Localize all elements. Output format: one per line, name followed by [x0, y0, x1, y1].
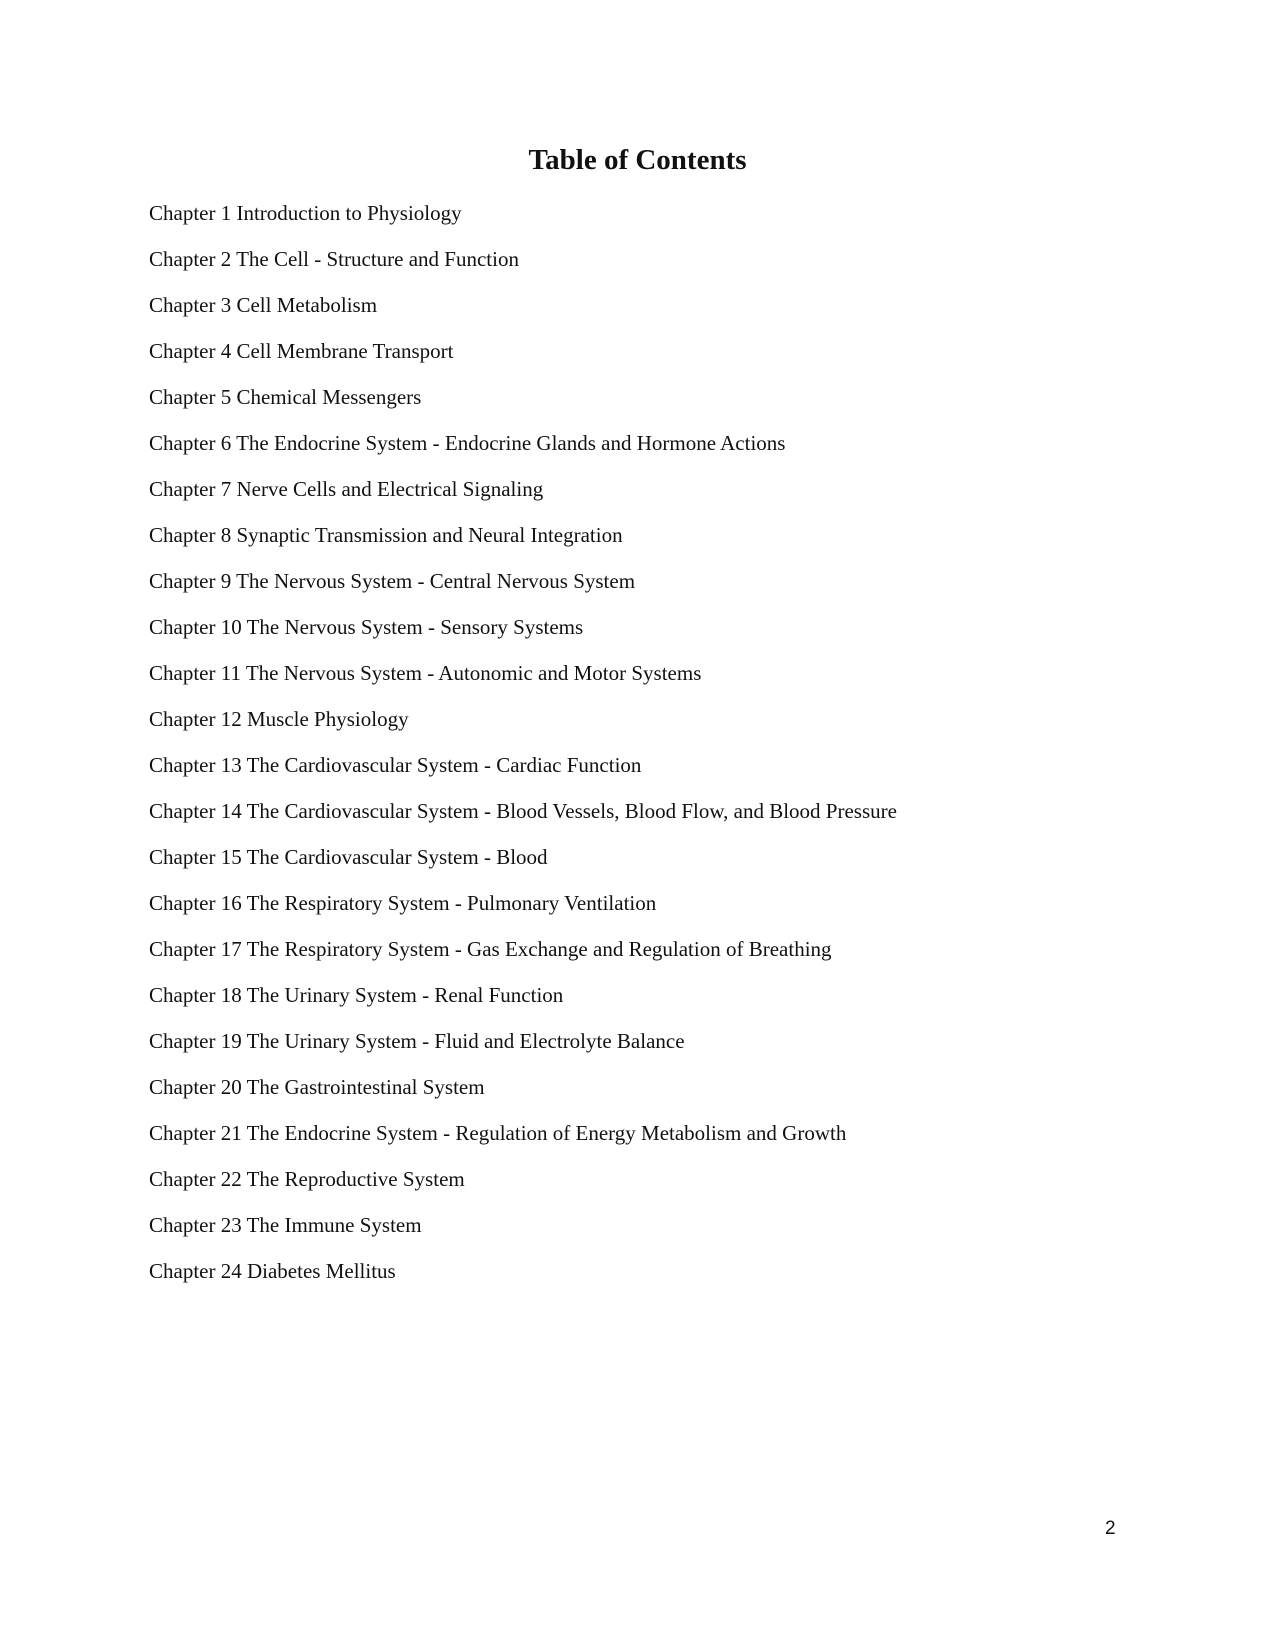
toc-item: Chapter 23 The Immune System [149, 1213, 422, 1237]
toc-item: Chapter 11 The Nervous System - Autonomic and Motor Systems [149, 661, 702, 685]
toc-item: Chapter 21 The Endocrine System - Regulation of Energy Metabolism and Growth [149, 1121, 847, 1145]
toc-item: Chapter 15 The Cardiovascular System - Blood [149, 845, 548, 869]
page-title: Table of Contents [528, 144, 747, 176]
toc-item: Chapter 10 The Nervous System - Sensory Systems [149, 615, 584, 639]
toc-item: Chapter 20 The Gastrointestinal System [149, 1075, 485, 1099]
toc-item: Chapter 4 Cell Membrane Transport [149, 339, 454, 363]
toc-item: Chapter 17 The Respiratory System - Gas Exchange and Regulation of Breathing [149, 937, 832, 961]
toc-item: Chapter 14 The Cardiovascular System - Blood Vessels, Blood Flow, and Blood Pressure [149, 799, 897, 823]
toc-item: Chapter 6 The Endocrine System - Endocrine Glands and Hormone Actions [149, 431, 786, 455]
toc-item: Chapter 8 Synaptic Transmission and Neural Integration [149, 523, 623, 547]
toc-item: Chapter 24 Diabetes Mellitus [149, 1259, 396, 1283]
page-number: 2 [1105, 1518, 1116, 1539]
toc-list [149, 200, 897, 1304]
toc-item: Chapter 7 Nerve Cells and Electrical Signaling [149, 477, 544, 501]
toc-item: Chapter 18 The Urinary System - Renal Function [149, 983, 564, 1007]
toc-item: Chapter 12 Muscle Physiology [149, 707, 409, 731]
toc-item: Chapter 13 The Cardiovascular System - Cardiac Function [149, 753, 642, 777]
toc-item: Chapter 16 The Respiratory System - Pulmonary Ventilation [149, 891, 657, 915]
toc-item: Chapter 19 The Urinary System - Fluid and Electrolyte Balance [149, 1029, 685, 1053]
toc-item: Chapter 2 The Cell - Structure and Function [149, 247, 519, 271]
toc-item: Chapter 9 The Nervous System - Central Nervous System [149, 569, 636, 593]
toc-item: Chapter 1 Introduction to Physiology [149, 201, 462, 225]
toc-item: Chapter 3 Cell Metabolism [149, 293, 378, 317]
toc-item: Chapter 5 Chemical Messengers [149, 385, 422, 409]
toc-item: Chapter 22 The Reproductive System [149, 1167, 465, 1191]
